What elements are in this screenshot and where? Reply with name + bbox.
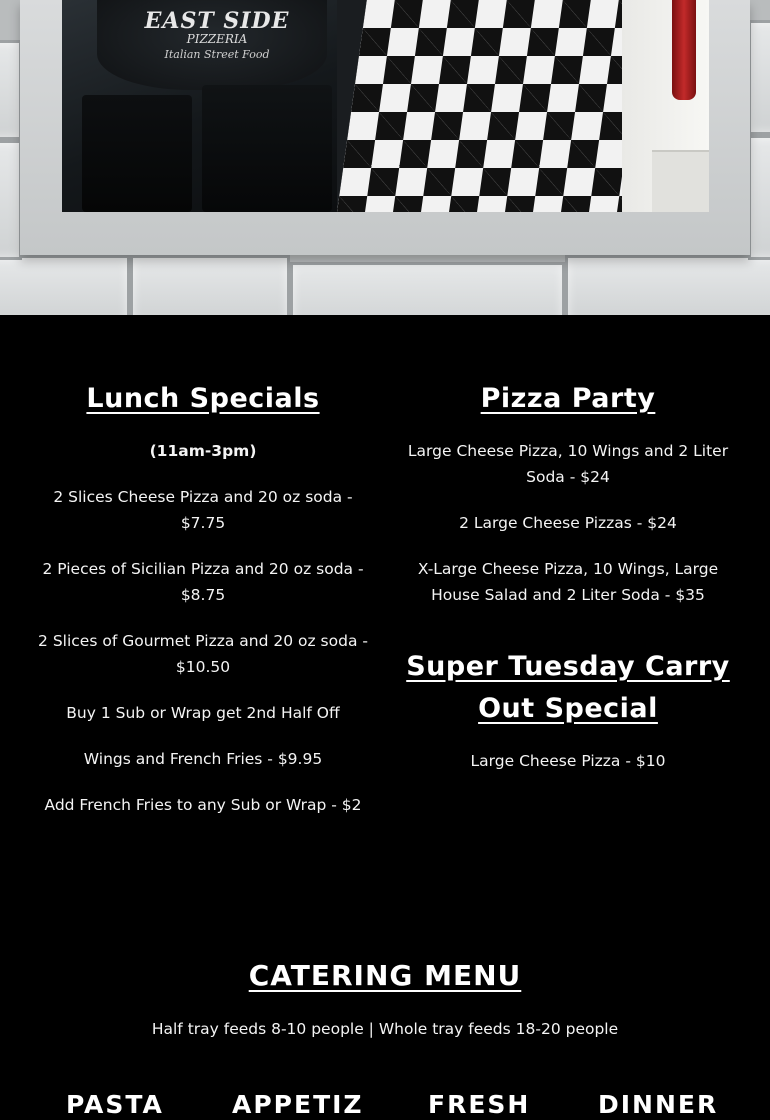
catering-tab-pasta[interactable]: PASTA [66, 1090, 164, 1119]
lunch-item: Add French Fries to any Sub or Wrap - $2 [44, 796, 362, 814]
super-tuesday-item: Large Cheese Pizza - $10 [470, 752, 666, 770]
catering-menu-title: CATERING MENU [248, 959, 522, 992]
lunch-specials-section [38, 378, 368, 818]
wall-tile [0, 140, 22, 260]
wall-tile [0, 255, 130, 315]
super-tuesday-title: Super Tuesday Carry Out Special [406, 651, 730, 724]
catering-tab-dinner[interactable]: DINNER [598, 1090, 719, 1119]
fire-extinguisher-icon [672, 0, 696, 100]
wall-tile [748, 135, 770, 260]
logo-tagline: Italian Street Food [164, 48, 270, 61]
chair [82, 95, 192, 212]
lunch-specials-title: Lunch Specials [86, 383, 320, 414]
pizza-party-item: 2 Large Cheese Pizzas - $24 [459, 514, 677, 532]
lunch-item: 2 Slices Cheese Pizza and 20 oz soda - $7.75 [53, 488, 353, 532]
hero-banner [0, 0, 770, 315]
pizza-party-item: X-Large Cheese Pizza, 10 Wings, Large House Salad and 2 Liter Soda - $35 [417, 560, 719, 604]
pizza-party-item: Large Cheese Pizza, 10 Wings and 2 Liter Soda - $24 [407, 442, 729, 486]
catering-tab-appetizers[interactable]: APPETIZ [232, 1090, 364, 1119]
lunch-hours: (11am-3pm) [149, 442, 257, 460]
wall-tile [748, 20, 770, 135]
lunch-item: Buy 1 Sub or Wrap get 2nd Half Off [66, 704, 340, 722]
wall-step [652, 150, 709, 212]
checkered-floor [337, 0, 667, 212]
logo-main-text: EAST SIDE [144, 8, 290, 34]
wall-tile [130, 255, 290, 315]
wall-tile [0, 40, 22, 140]
catering-tab-fresh[interactable]: FRESH [428, 1090, 531, 1119]
logo-sub-text: PIZZERIA [186, 32, 248, 46]
pizza-party-title: Pizza Party [480, 383, 656, 414]
lunch-item: 2 Pieces of Sicilian Pizza and 20 oz soda - $8.75 [42, 560, 364, 604]
lunch-item: Wings and French Fries - $9.95 [83, 750, 323, 768]
wall-tile [565, 255, 770, 315]
pizzeria-logo [107, 8, 327, 61]
catering-serving-info: Half tray feeds 8-10 people | Whole tray feeds 18-20 people [151, 1020, 619, 1038]
wall-tile [290, 262, 565, 315]
restaurant-photo [62, 0, 709, 212]
chair [202, 85, 332, 212]
lunch-item: 2 Slices of Gourmet Pizza and 20 oz soda - $10.50 [38, 632, 368, 676]
pizza-party-section [400, 378, 736, 774]
